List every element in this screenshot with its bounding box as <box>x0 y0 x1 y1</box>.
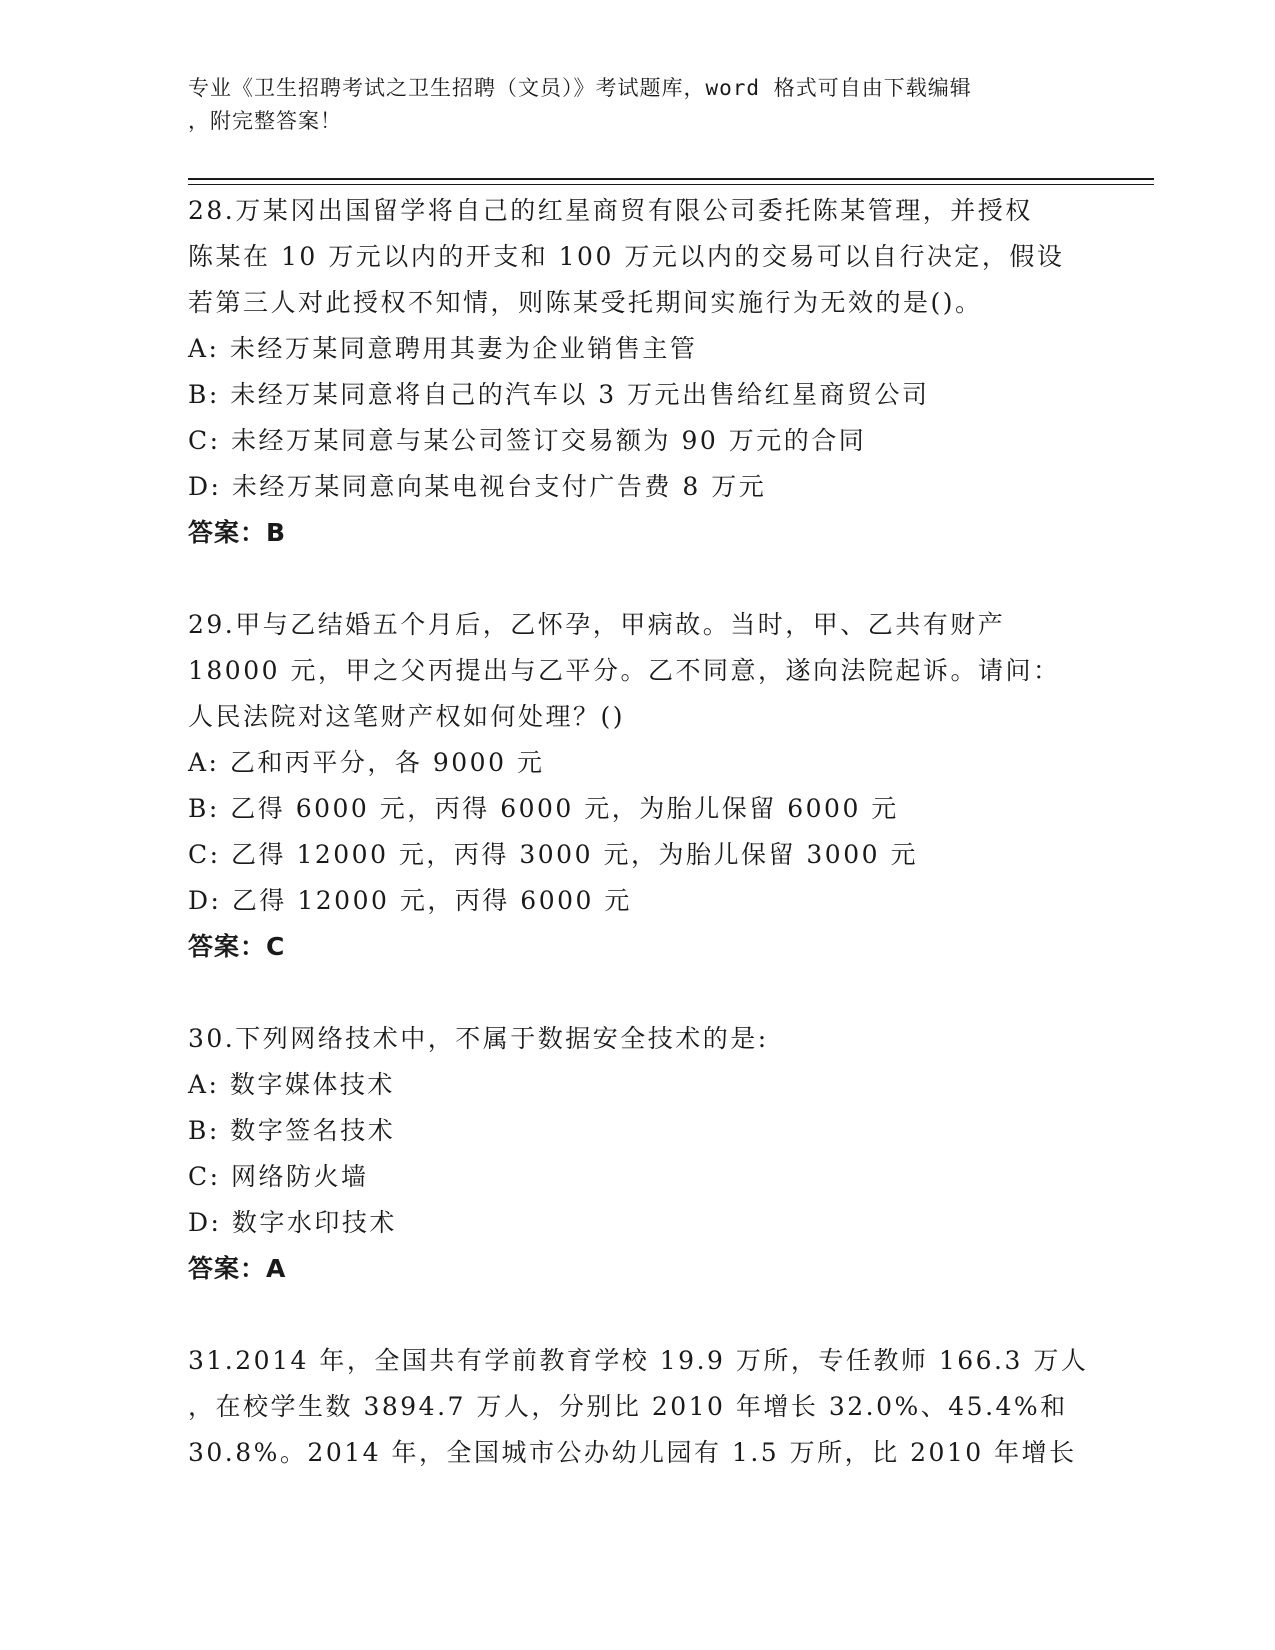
question-text-line: 30.8%。2014 年，全国城市公办幼儿园有 1.5 万所，比 2010 年增长 <box>188 1438 1077 1467</box>
question-31 <box>188 1338 1088 1476</box>
answer-label: 答案：B <box>188 518 287 547</box>
option-b: B: 未经万某同意将自己的汽车以 3 万元出售给红星商贸公司 <box>188 380 930 409</box>
question-text-line: 18000 元，甲之父丙提出与乙平分。乙不同意，遂向法院起诉。请问： <box>188 656 1061 685</box>
question-text-line: 31.2014 年，全国共有学前教育学校 19.9 万所，专任教师 166.3 万人 <box>188 1346 1089 1375</box>
question-spacer <box>188 556 1088 602</box>
question-30 <box>188 1016 1088 1292</box>
question-text-line: 29.甲与乙结婚五个月后，乙怀孕，甲病故。当时，甲、乙共有财产 <box>188 610 1006 639</box>
page-header <box>188 72 1088 138</box>
option-b: B: 乙得 6000 元，丙得 6000 元，为胎儿保留 6000 元 <box>188 794 899 823</box>
answer-label: 答案：C <box>188 932 286 961</box>
question-text-line: 陈某在 10 万元以内的开支和 100 万元以内的交易可以自行决定，假设 <box>188 242 1065 271</box>
question-spacer <box>188 970 1088 1016</box>
question-text-line: ，在校学生数 3894.7 万人，分别比 2010 年增长 32.0%、45.4%和 <box>188 1392 1068 1421</box>
option-c: C: 网络防火墙 <box>188 1162 369 1191</box>
option-d: D: 数字水印技术 <box>188 1208 397 1237</box>
header-line-2: ，附完整答案！ <box>188 109 342 133</box>
question-text-line: 30.下列网络技术中，不属于数据安全技术的是: <box>188 1024 769 1053</box>
question-29 <box>188 602 1088 970</box>
question-text-line: 28.万某冈出国留学将自己的红星商贸有限公司委托陈某管理，并授权 <box>188 196 1033 225</box>
option-c: C: 未经万某同意与某公司签订交易额为 90 万元的合同 <box>188 426 867 455</box>
header-rule-thick <box>188 178 1154 180</box>
question-28 <box>188 188 1088 556</box>
question-list <box>188 188 1088 1476</box>
question-text-line: 若第三人对此授权不知情，则陈某受托期间实施行为无效的是()。 <box>188 288 983 317</box>
option-a: A: 数字媒体技术 <box>188 1070 395 1099</box>
option-a: A: 未经万某同意聘用其妻为企业销售主管 <box>188 334 698 363</box>
option-d: D: 乙得 12000 元，丙得 6000 元 <box>188 886 632 915</box>
question-text-line: 人民法院对这笔财产权如何处理？() <box>188 702 626 731</box>
option-a: A: 乙和丙平分，各 9000 元 <box>188 748 545 777</box>
option-b: B: 数字签名技术 <box>188 1116 396 1145</box>
option-d: D: 未经万某同意向某电视台支付广告费 8 万元 <box>188 472 767 501</box>
header-line-1: 专业《卫生招聘考试之卫生招聘（文员）》考试题库，word 格式可自由下载编辑 <box>188 76 972 100</box>
header-rule-thin <box>188 184 1154 185</box>
question-spacer <box>188 1292 1088 1338</box>
option-c: C: 乙得 12000 元，丙得 3000 元，为胎儿保留 3000 元 <box>188 840 918 869</box>
answer-label: 答案：A <box>188 1254 287 1283</box>
